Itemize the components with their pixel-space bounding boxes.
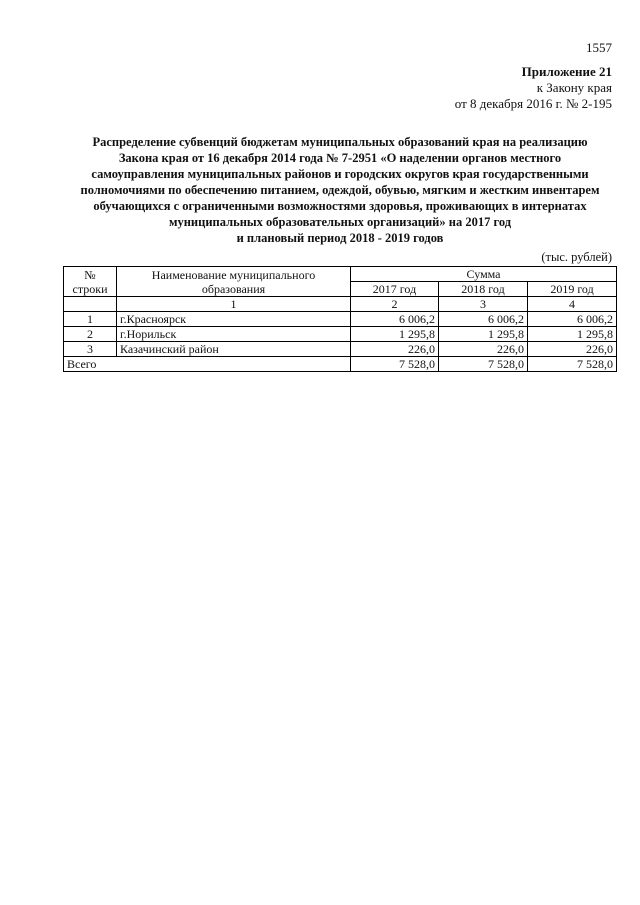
total-row	[64, 357, 617, 372]
table-header-row	[64, 267, 617, 282]
heading-line: Распределение субвенций бюджетам муниципальных образований края на реализацию	[92, 135, 588, 149]
row-value-2019: 6 006,2	[528, 312, 617, 327]
subvention-table	[63, 266, 617, 372]
total-label: Всего	[64, 357, 351, 372]
heading-line: самоуправления муниципальных районов и городских округов края государственными	[91, 167, 589, 181]
appendix-title: Приложение 21	[521, 64, 612, 79]
row-value-2017: 1 295,8	[351, 327, 439, 342]
column-number: 3	[439, 297, 528, 312]
row-name: Казачинский район	[117, 342, 351, 357]
header-name: Наименование муниципального образования	[117, 267, 351, 297]
heading-line: Закона края от 16 декабря 2014 года № 7-2951 «О наделении органов местного	[118, 151, 562, 165]
header-sum: Сумма	[351, 267, 617, 282]
column-number: 4	[528, 297, 617, 312]
units-label: (тыс. рублей)	[541, 250, 612, 264]
column-number-row	[64, 297, 617, 312]
appendix-law-date: от 8 декабря 2016 г. № 2-195	[454, 96, 612, 111]
header-year-2017: 2017 год	[351, 282, 439, 297]
appendix-block	[455, 64, 612, 112]
total-value-2017: 7 528,0	[351, 357, 439, 372]
header-year-2019: 2019 год	[528, 282, 617, 297]
row-value-2019: 1 295,8	[528, 327, 617, 342]
row-value-2017: 226,0	[351, 342, 439, 357]
table-row	[64, 327, 617, 342]
total-value-2018: 7 528,0	[439, 357, 528, 372]
row-value-2018: 6 006,2	[439, 312, 528, 327]
row-name: г.Норильск	[117, 327, 351, 342]
row-number: 2	[64, 327, 117, 342]
header-year-2018: 2018 год	[439, 282, 528, 297]
heading-line: муниципальных образовательных организаций» на 2017 год	[168, 215, 512, 229]
row-value-2019: 226,0	[528, 342, 617, 357]
appendix-law-ref: к Закону края	[536, 80, 612, 95]
row-value-2018: 226,0	[439, 342, 528, 357]
table-row	[64, 342, 617, 357]
row-number: 3	[64, 342, 117, 357]
heading-line: полномочиями по обеспечению питанием, одеждой, обувью, мягким и жестким инвентарем	[80, 183, 600, 197]
document-heading	[60, 134, 620, 246]
row-value-2018: 1 295,8	[439, 327, 528, 342]
row-value-2017: 6 006,2	[351, 312, 439, 327]
table-row	[64, 312, 617, 327]
column-number: 1	[117, 297, 351, 312]
column-number: 2	[351, 297, 439, 312]
row-number: 1	[64, 312, 117, 327]
header-row-number: № строки	[64, 267, 117, 297]
heading-line: обучающихся с ограниченными возможностями здоровья, проживающих в интернатах	[93, 199, 587, 213]
page-number: 1557	[586, 40, 612, 55]
heading-line: и плановый период 2018 - 2019 годов	[236, 231, 444, 245]
total-value-2019: 7 528,0	[528, 357, 617, 372]
row-name: г.Красноярск	[117, 312, 351, 327]
